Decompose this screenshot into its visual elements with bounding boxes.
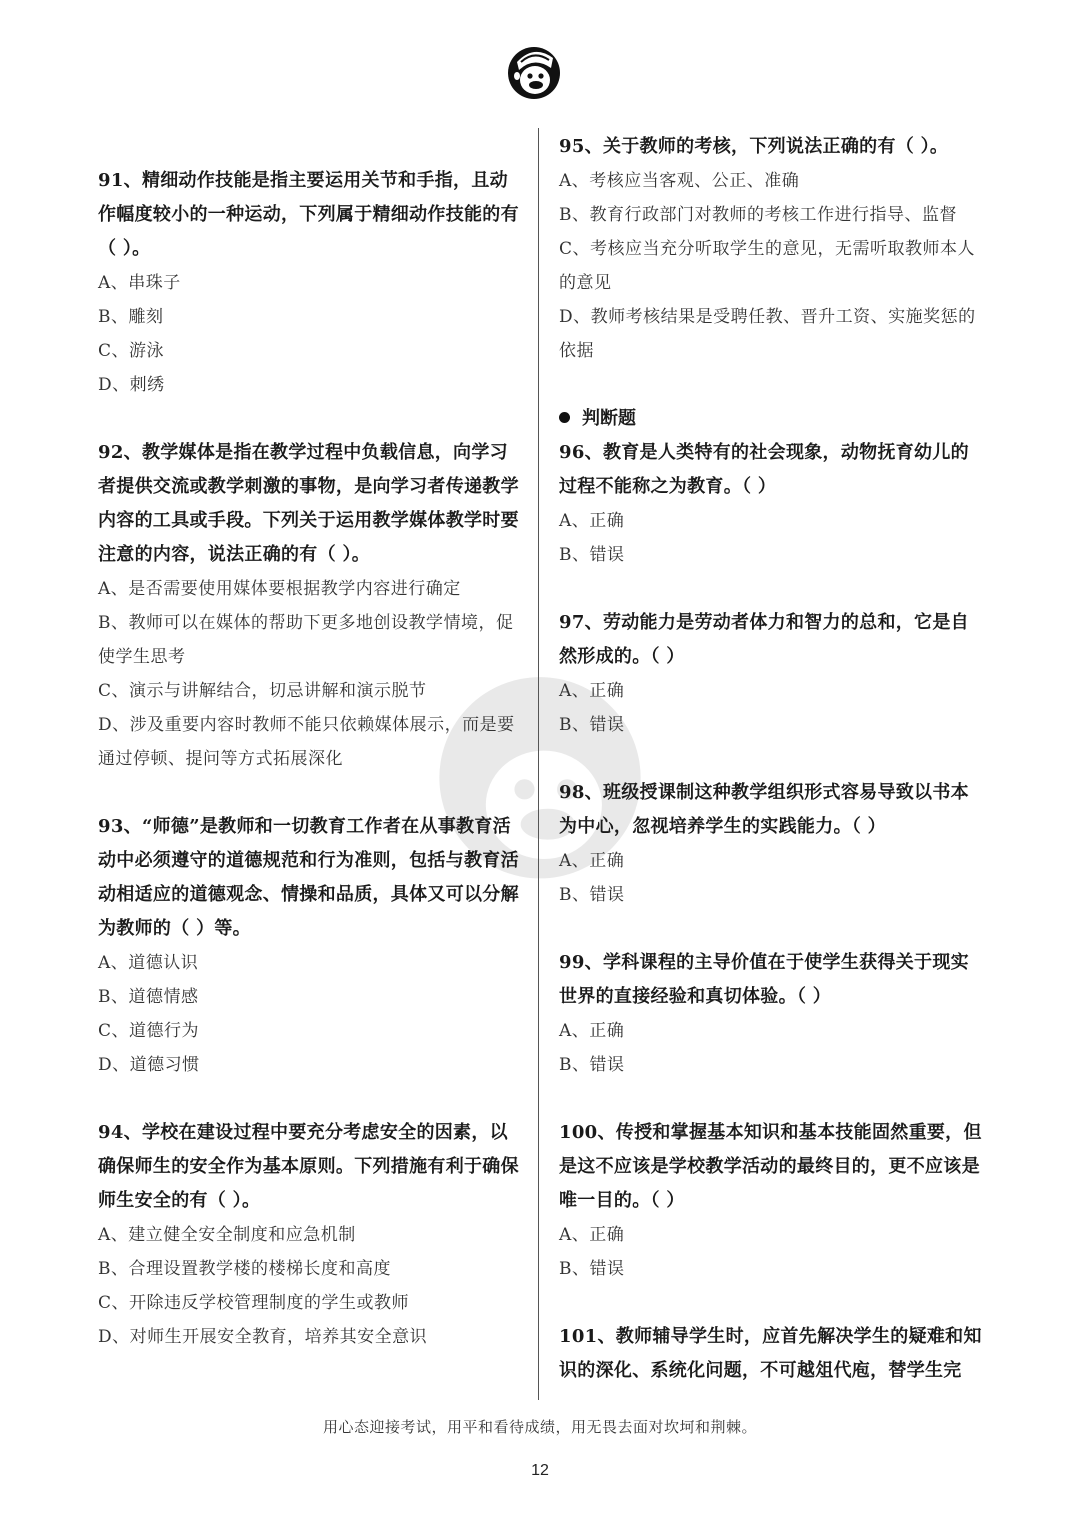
option-b: B、合理设置教学楼的楼梯长度和高度 xyxy=(98,1259,391,1279)
option-d: D、道德习惯 xyxy=(98,1055,200,1075)
option-a: A、正确 xyxy=(559,511,625,531)
question-stem: 94、学校在建设过程中要充分考虑安全的因素，以确保师生的安全作为基本原则。下列措施有利于确保师生安全的有（ ）。 xyxy=(98,1122,519,1211)
option-c: C、游泳 xyxy=(98,341,165,361)
question-stem: 92、教学媒体是指在教学过程中负载信息，向学习者提供交流或教学刺激的事物，是向学习者传递教学内容的工具或手段。下列关于运用教学媒体教学时要注意的内容，说法正确的有（ ）。 xyxy=(98,442,519,565)
option-a: A、正确 xyxy=(559,1021,625,1041)
question-stem: 97、劳动能力是劳动者体力和智力的总和，它是自然形成的。（ ） xyxy=(559,612,969,667)
option-d: D、对师生开展安全教育，培养其安全意识 xyxy=(98,1327,428,1347)
option-b: B、错误 xyxy=(559,545,625,565)
option-c: C、考核应当充分听取学生的意见，无需听取教师本人的意见 xyxy=(559,239,976,293)
question-101 xyxy=(559,1320,983,1388)
column-divider xyxy=(538,128,539,1400)
option-d: D、刺绣 xyxy=(98,375,165,395)
section-title: 判断题 xyxy=(582,408,636,429)
option-c: C、开除违反学校管理制度的学生或教师 xyxy=(98,1293,410,1313)
option-a: A、考核应当客观、公正、准确 xyxy=(559,171,800,191)
bullet-icon xyxy=(559,412,570,423)
option-a: A、道德认识 xyxy=(98,953,199,973)
question-stem: 95、关于教师的考核，下列说法正确的有（ ）。 xyxy=(559,136,949,157)
question-stem: 93、“师德”是教师和一切教育工作者在从事教育活动中必须遵守的道德规范和行为准则，包括与教育活动相适应的道德观念、情操和品质，具体又可以分解为教师的（ ）等。 xyxy=(98,816,519,939)
question-stem: 91、精细动作技能是指主要运用关节和手指，且动作幅度较小的一种运动，下列属于精细动作技能的有（ ）。 xyxy=(98,170,519,259)
option-b: B、错误 xyxy=(559,715,625,735)
monkey-head-icon xyxy=(503,40,565,102)
question-100 xyxy=(559,1116,983,1286)
option-b: B、道德情感 xyxy=(98,987,199,1007)
question-stem: 99、学科课程的主导价值在于使学生获得关于现实世界的直接经验和真切体验。（ ） xyxy=(559,952,969,1007)
question-97 xyxy=(559,606,983,742)
footer-motto: 用心态迎接考试，用平和看待成绩，用无畏去面对坎坷和荆棘。 xyxy=(322,1418,757,1436)
option-b: B、雕刻 xyxy=(98,307,164,327)
question-stem: 96、教育是人类特有的社会现象，动物抚育幼儿的过程不能称之为教育。（ ） xyxy=(559,442,969,497)
option-a: A、是否需要使用媒体要根据教学内容进行确定 xyxy=(98,579,461,599)
page-number: 12 xyxy=(531,1462,549,1479)
left-column xyxy=(98,130,522,1354)
option-a: A、正确 xyxy=(559,681,625,701)
option-a: A、正确 xyxy=(559,851,625,871)
option-a: A、串珠子 xyxy=(98,273,181,293)
right-column xyxy=(559,130,983,1388)
question-stem: 98、班级授课制这种教学组织形式容易导致以书本为中心，忽视培养学生的实践能力。（ ） xyxy=(559,782,969,837)
question-91 xyxy=(98,164,522,402)
question-stem: 100、传授和掌握基本知识和基本技能固然重要，但是这不应该是学校教学活动的最终目的，更不应该是唯一目的。（ ） xyxy=(559,1122,982,1211)
option-b: B、错误 xyxy=(559,1055,625,1075)
section-heading xyxy=(559,402,983,436)
question-96 xyxy=(559,436,983,572)
option-b: B、教师可以在媒体的帮助下更多地创设教学情境，促使学生思考 xyxy=(98,613,514,667)
question-92 xyxy=(98,436,522,776)
question-99 xyxy=(559,946,983,1082)
option-d: D、教师考核结果是受聘任教、晋升工资、实施奖惩的依据 xyxy=(559,307,976,361)
option-b: B、教育行政部门对教师的考核工作进行指导、监督 xyxy=(559,205,957,225)
option-b: B、错误 xyxy=(559,885,625,905)
question-95 xyxy=(559,130,983,368)
question-98 xyxy=(559,776,983,912)
question-94 xyxy=(98,1116,522,1354)
option-b: B、错误 xyxy=(559,1259,625,1279)
option-a: A、正确 xyxy=(559,1225,625,1245)
option-d: D、涉及重要内容时教师不能只依赖媒体展示，而是要通过停顿、提问等方式拓展深化 xyxy=(98,715,515,769)
option-c: C、演示与讲解结合，切忌讲解和演示脱节 xyxy=(98,681,427,701)
question-93 xyxy=(98,810,522,1082)
option-a: A、建立健全安全制度和应急机制 xyxy=(98,1225,356,1245)
question-stem: 101、教师辅导学生时，应首先解决学生的疑难和知识的深化、系统化问题，不可越俎代庖，替学生完 xyxy=(559,1326,982,1381)
option-c: C、道德行为 xyxy=(98,1021,200,1041)
